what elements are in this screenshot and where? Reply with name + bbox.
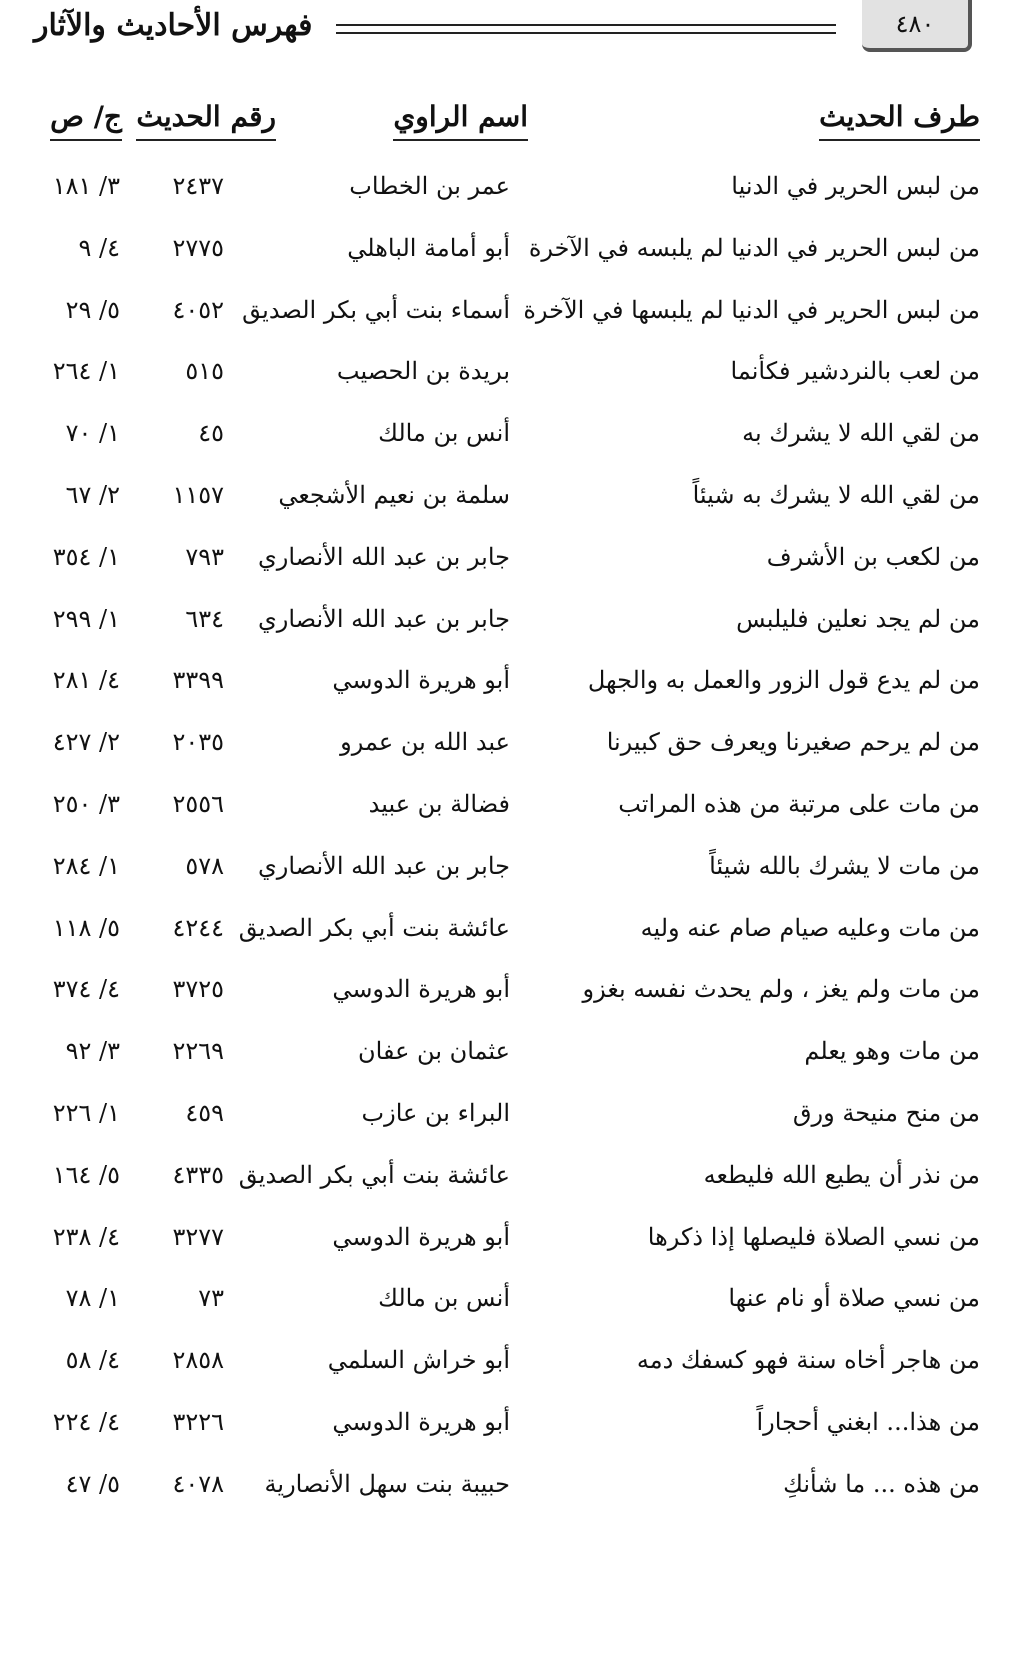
narrator-cell: أبو هريرة الدوسي [332, 975, 510, 1004]
column-header-hadith-number: رقم الحديث [136, 100, 276, 141]
table-row [0, 963, 1010, 1025]
table-row [0, 1272, 1010, 1334]
table-row [0, 222, 1010, 284]
hadith-text-cell: من لعب بالنردشير فكأنما [730, 357, 980, 386]
hadith-text-cell: من منح منيحة ورق [792, 1098, 980, 1127]
hadith-text-cell: من هاجر أخاه سنة فهو كسفك دمه [636, 1346, 980, 1375]
narrator-cell: أنس بن مالك [378, 419, 510, 448]
volume-page-cell: ٣/ ٢٥٠ [52, 789, 120, 818]
hadith-number-cell: ٧٣ [198, 1284, 224, 1313]
volume-page-cell: ١/ ٧٨ [65, 1284, 120, 1313]
hadith-number-cell: ٤٥٩ [185, 1098, 224, 1127]
volume-page-cell: ١/ ٣٥٤ [52, 542, 120, 571]
hadith-text-cell: من لبس الحرير في الدنيا لم يلبسه في الآخرة [528, 233, 980, 262]
table-row [0, 345, 1010, 407]
volume-page-cell: ١/ ٢٩٩ [52, 604, 120, 633]
hadith-number-cell: ٤٣٣٥ [172, 1160, 224, 1189]
table-row [0, 1087, 1010, 1149]
hadith-text-cell: من لم يجد نعلين فليلبس [736, 604, 980, 633]
narrator-cell: عائشة بنت أبي بكر الصديق [238, 1160, 510, 1189]
narrator-cell: عائشة بنت أبي بكر الصديق [238, 913, 510, 942]
volume-page-cell: ٣/ ٩٢ [65, 1037, 120, 1066]
hadith-text-cell: من مات لا يشرك بالله شيئاً [709, 851, 980, 880]
narrator-cell: أبو أمامة الباهلي [347, 233, 510, 262]
hadith-text-cell: من نسي الصلاة فليصلها إذا ذكرها [647, 1222, 980, 1251]
index-table [0, 160, 1010, 1520]
page-number: ٤٨٠ [862, 0, 972, 52]
column-header-narrator: اسم الراوي [393, 100, 528, 141]
table-row [0, 284, 1010, 346]
volume-page-cell: ٤/ ٢٣٨ [52, 1222, 120, 1251]
volume-page-cell: ٥/ ٢٩ [65, 295, 120, 324]
table-row [0, 840, 1010, 902]
hadith-number-cell: ٧٩٣ [185, 542, 224, 571]
header-rule [336, 32, 836, 34]
volume-page-cell: ١/ ٢٨٤ [52, 851, 120, 880]
hadith-text-cell: من مات على مرتبة من هذه المراتب [618, 789, 980, 818]
narrator-cell: أسماء بنت أبي بكر الصديق [242, 295, 510, 324]
hadith-text-cell: من لقي الله لا يشرك به شيئاً [692, 480, 980, 509]
book-title: فهرس الأحاديث والآثار [34, 8, 313, 43]
volume-page-cell: ٢/ ٤٢٧ [52, 728, 120, 757]
hadith-number-cell: ٥١٥ [185, 357, 224, 386]
volume-page-cell: ١/ ٢٢٦ [52, 1098, 120, 1127]
narrator-cell: جابر بن عبد الله الأنصاري [257, 851, 510, 880]
hadith-number-cell: ٤٠٧٨ [172, 1469, 224, 1498]
hadith-number-cell: ٤٠٥٢ [172, 295, 224, 324]
table-row [0, 407, 1010, 469]
hadith-number-cell: ٢٨٥٨ [172, 1346, 224, 1375]
narrator-cell: أبو هريرة الدوسي [332, 666, 510, 695]
hadith-number-cell: ٤٢٤٤ [172, 913, 224, 942]
hadith-text-cell: من هذه ... ما شأنكِ [783, 1469, 980, 1498]
narrator-cell: البراء بن عازب [361, 1098, 510, 1127]
table-row [0, 1211, 1010, 1273]
header-rule [336, 24, 836, 26]
volume-page-cell: ٥/ ٤٧ [65, 1469, 120, 1498]
volume-page-cell: ١/ ٢٦٤ [52, 357, 120, 386]
volume-page-cell: ١/ ٧٠ [65, 419, 120, 448]
table-row [0, 469, 1010, 531]
hadith-text-cell: من لم يدع قول الزور والعمل به والجهل [587, 666, 980, 695]
narrator-cell: عثمان بن عفان [358, 1037, 510, 1066]
narrator-cell: أنس بن مالك [378, 1284, 510, 1313]
narrator-cell: جابر بن عبد الله الأنصاري [257, 542, 510, 571]
table-row [0, 1396, 1010, 1458]
table-row [0, 778, 1010, 840]
volume-page-cell: ٣/ ١٨١ [52, 172, 120, 200]
table-row [0, 902, 1010, 964]
hadith-number-cell: ٣٢٧٧ [172, 1222, 224, 1251]
hadith-text-cell: من لم يرحم صغيرنا ويعرف حق كبيرنا [606, 728, 980, 757]
hadith-text-cell: من لكعب بن الأشرف [766, 542, 980, 571]
volume-page-cell: ٤/ ٢٢٤ [52, 1407, 120, 1436]
table-row [0, 593, 1010, 655]
volume-page-cell: ٥/ ١١٨ [52, 913, 120, 942]
hadith-number-cell: ٢٤٣٧ [172, 172, 224, 200]
table-row [0, 160, 1010, 222]
hadith-number-cell: ٢٥٥٦ [172, 789, 224, 818]
hadith-text-cell: من لبس الحرير في الدنيا [731, 172, 980, 200]
volume-page-cell: ٤/ ٩ [78, 233, 120, 262]
narrator-cell: جابر بن عبد الله الأنصاري [257, 604, 510, 633]
hadith-number-cell: ٢٢٦٩ [172, 1037, 224, 1066]
table-row [0, 716, 1010, 778]
hadith-number-cell: ٥٧٨ [185, 851, 224, 880]
table-row [0, 1149, 1010, 1211]
narrator-cell: سلمة بن نعيم الأشجعي [278, 480, 510, 509]
hadith-text-cell: من مات وهو يعلم [804, 1037, 980, 1066]
volume-page-cell: ٥/ ١٦٤ [52, 1160, 120, 1189]
table-row [0, 654, 1010, 716]
column-header-volume-page: ج/ ص [50, 100, 122, 141]
hadith-number-cell: ٣٢٢٦ [172, 1407, 224, 1436]
table-row [0, 1334, 1010, 1396]
narrator-cell: عبد الله بن عمرو [340, 728, 510, 757]
hadith-text-cell: من مات ولم يغز ، ولم يحدث نفسه بغزو [582, 975, 980, 1004]
hadith-text-cell: من مات وعليه صيام صام عنه وليه [640, 913, 980, 942]
hadith-text-cell: من نسي صلاة أو نام عنها [728, 1284, 980, 1313]
hadith-text-cell: من لبس الحرير في الدنيا لم يلبسها في الآخرة [523, 295, 980, 324]
hadith-number-cell: ٣٧٢٥ [172, 975, 224, 1004]
narrator-cell: أبو خراش السلمي [327, 1346, 510, 1375]
volume-page-cell: ٤/ ٣٧٤ [52, 975, 120, 1004]
hadith-text-cell: من نذر أن يطيع الله فليطعه [703, 1160, 980, 1189]
hadith-number-cell: ٣٣٩٩ [172, 666, 224, 695]
hadith-number-cell: ٦٣٤ [185, 604, 224, 633]
table-row [0, 1025, 1010, 1087]
column-header-hadith-text: طرف الحديث [819, 100, 980, 141]
volume-page-cell: ٤/ ٢٨١ [52, 666, 120, 695]
narrator-cell: حبيبة بنت سهل الأنصارية [264, 1469, 510, 1498]
table-row [0, 1458, 1010, 1520]
narrator-cell: فضالة بن عبيد [368, 789, 510, 818]
hadith-number-cell: ٤٥ [198, 419, 224, 448]
narrator-cell: أبو هريرة الدوسي [332, 1407, 510, 1436]
table-row [0, 531, 1010, 593]
hadith-text-cell: من هذا... ابغني أحجاراً [756, 1407, 980, 1436]
volume-page-cell: ٢/ ٦٧ [65, 480, 120, 509]
hadith-number-cell: ١١٥٧ [172, 480, 224, 509]
narrator-cell: بريدة بن الحصيب [336, 357, 510, 386]
hadith-number-cell: ٢٧٧٥ [172, 233, 224, 262]
volume-page-cell: ٤/ ٥٨ [65, 1346, 120, 1375]
hadith-text-cell: من لقي الله لا يشرك به [742, 419, 980, 448]
hadith-number-cell: ٢٠٣٥ [172, 728, 224, 757]
narrator-cell: أبو هريرة الدوسي [332, 1222, 510, 1251]
narrator-cell: عمر بن الخطاب [349, 172, 510, 200]
